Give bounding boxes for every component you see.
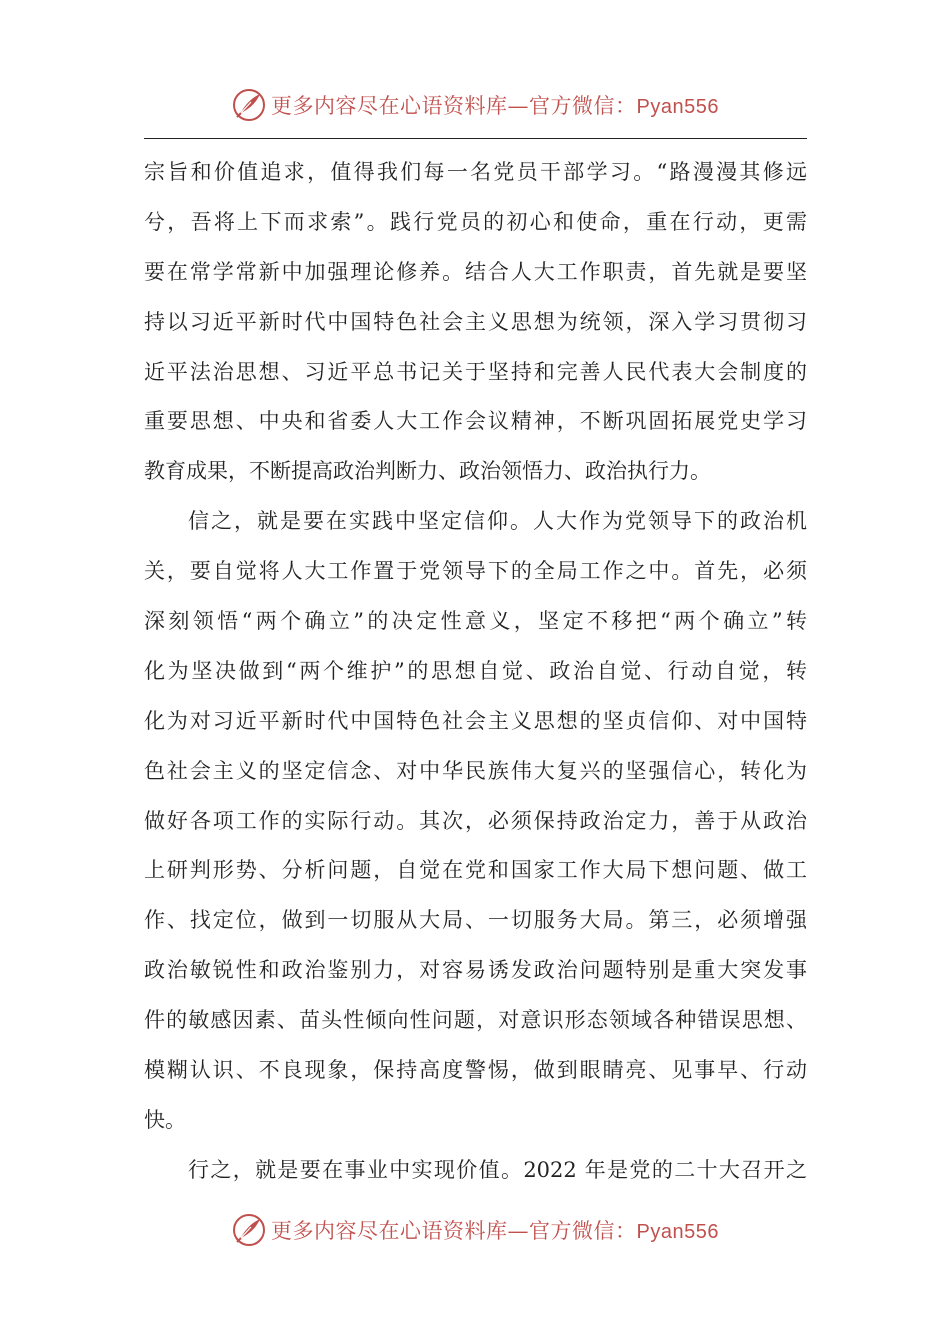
text-line: 化为坚决做到“两个维护”的思想自觉、政治自觉、行动自觉，转 (144, 658, 807, 683)
text-line: 做好各项工作的实际行动。其次，必须保持政治定力，善于从政治 (144, 808, 807, 833)
footer-banner-text: 更多内容尽在心语资料库—官方微信：Pyan556 (271, 1219, 719, 1243)
header-banner (0, 85, 950, 125)
text-line: 模糊认识、不良现象，保持高度警惕，做到眼睛亮、见事早、行动 (144, 1058, 807, 1083)
text-line: 色社会主义的坚定信念、对中华民族伟大复兴的坚强信心，转化为 (144, 758, 807, 783)
quill-logo-icon (231, 1212, 267, 1248)
text-line: 政治敏锐性和政治鉴别力，对容易诱发政治问题特别是重大突发事 (144, 958, 807, 983)
text-line: 化为对习近平新时代中国特色社会主义思想的坚贞信仰、对中国特 (144, 708, 807, 733)
text-line: 深刻领悟“两个确立”的决定性意义，坚定不移把“两个确立”转 (144, 609, 807, 634)
header-banner-text: 更多内容尽在心语资料库—官方微信：Pyan556 (271, 94, 719, 118)
header-rule (144, 138, 807, 139)
quill-logo-icon (231, 87, 267, 123)
text-line: 行之，就是要在事业中实现价值。2022 年是党的二十大召开之 (188, 1157, 807, 1182)
text-line: 上研判形势、分析问题，自觉在党和国家工作大局下想问题、做工 (144, 858, 807, 883)
text-line: 要在常学常新中加强理论修养。结合人大工作职责，首先就是要坚 (144, 259, 807, 284)
text-line: 兮，吾将上下而求索”。践行党员的初心和使命，重在行动，更需 (144, 209, 807, 234)
text-line: 信之，就是要在实践中坚定信仰。人大作为党领导下的政治机 (188, 509, 807, 534)
text-line: 件的敏感因素、苗头性倾向性问题，对意识形态领域各种错误思想、 (144, 1008, 807, 1033)
document-body (144, 148, 807, 1196)
text-line: 近平法治思想、习近平总书记关于坚持和完善人民代表大会制度的 (144, 359, 807, 384)
text-line: 教育成果，不断提高政治判断力、政治领悟力、政治执行力。 (144, 459, 711, 484)
text-line: 持以习近平新时代中国特色社会主义思想为统领，深入学习贯彻习 (144, 309, 807, 334)
text-line: 重要思想、中央和省委人大工作会议精神，不断巩固拓展党史学习 (144, 409, 807, 434)
text-line: 快。 (144, 1107, 186, 1132)
text-line: 关，要自觉将人大工作置于党领导下的全局工作之中。首先，必须 (144, 559, 807, 584)
footer-banner (0, 1210, 950, 1250)
text-line: 宗旨和价值追求，值得我们每一名党员干部学习。“路漫漫其修远 (144, 160, 807, 184)
text-line: 作、找定位，做到一切服从大局、一切服务大局。第三，必须增强 (144, 908, 807, 933)
